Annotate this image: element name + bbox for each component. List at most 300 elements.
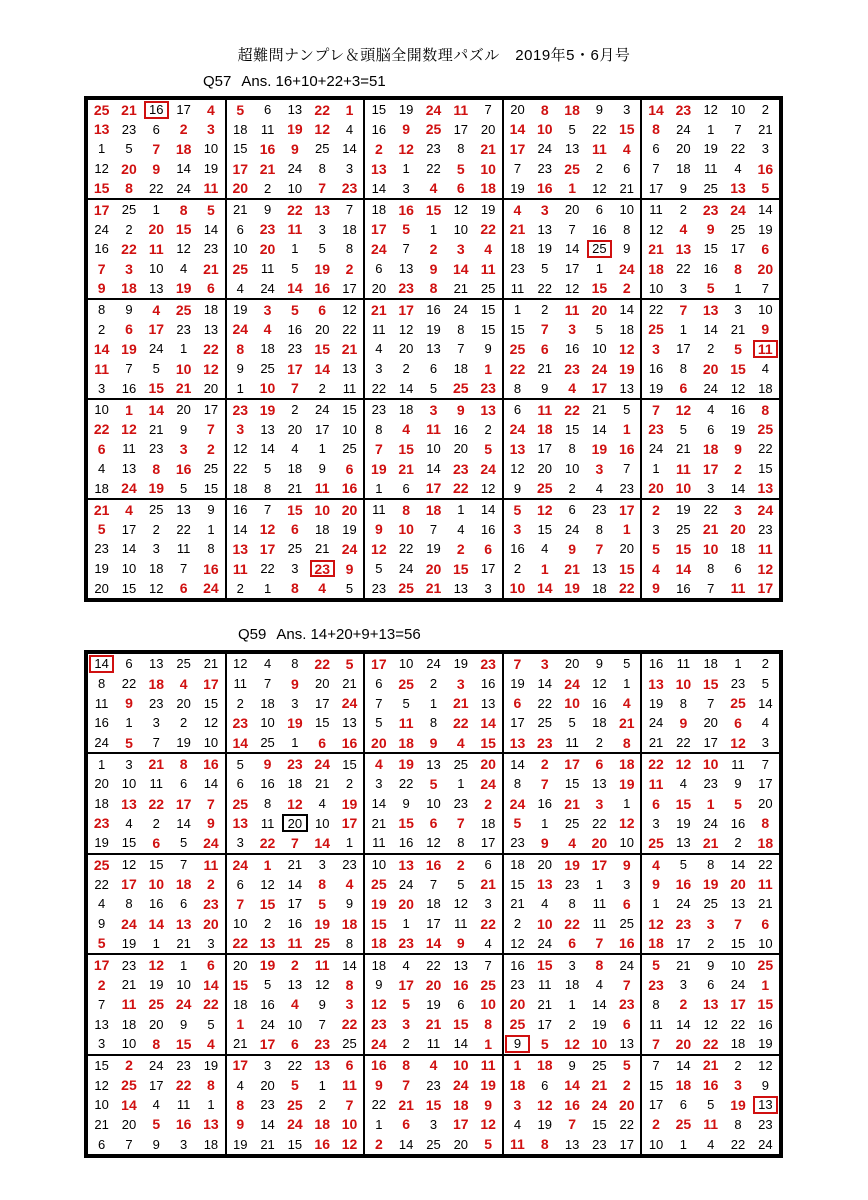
grid-cell: 7 xyxy=(318,180,327,197)
page-title: 超難問ナンプレ＆頭脳全開数理パズル 2019年5・6月号 xyxy=(237,47,631,64)
grid-cell: 5 xyxy=(456,160,465,177)
grid-cell: 2 xyxy=(761,656,769,672)
grid-cell: 18 xyxy=(510,857,525,873)
grid-cell: 8 xyxy=(540,101,549,118)
answer-cell: 13 xyxy=(752,1095,779,1115)
grid-cell: 7 xyxy=(540,321,549,338)
grid-cell: 13 xyxy=(121,795,137,812)
grid-cell: 24 xyxy=(509,795,526,812)
block xyxy=(641,299,780,399)
grid-cell: 23 xyxy=(648,421,664,438)
grid-cell: 1 xyxy=(568,180,576,197)
block xyxy=(226,499,365,599)
grid-cell: 22 xyxy=(426,161,441,177)
grid-cell: 10 xyxy=(730,102,746,118)
grid-cell: 20 xyxy=(398,895,414,912)
grid-cell: 11 xyxy=(94,695,109,711)
grid-cell: 13 xyxy=(232,815,249,832)
grid-cell: 24 xyxy=(314,756,330,773)
grid-cell: 19 xyxy=(287,714,303,731)
block xyxy=(364,854,503,954)
grid-cell: 6 xyxy=(707,421,715,437)
grid-cell: 8 xyxy=(263,480,272,496)
block xyxy=(87,653,226,753)
grid-cell: 5 xyxy=(707,1097,715,1113)
grid-cell: 16 xyxy=(287,321,303,337)
grid-cell: 2 xyxy=(652,501,660,518)
grid-cell: 25 xyxy=(232,260,249,277)
grid-cell: 2 xyxy=(761,102,769,118)
grid-cell: 4 xyxy=(429,1057,438,1074)
grid-cell: 1 xyxy=(125,715,133,731)
grid-cell: 5 xyxy=(429,775,438,792)
grid-cell: 21 xyxy=(149,421,164,437)
grid-cell: 10 xyxy=(675,675,692,692)
grid-cell: 16 xyxy=(564,341,580,357)
grid-cell: 21 xyxy=(425,580,442,597)
grid-cell: 22 xyxy=(453,714,469,731)
grid-cell: 4 xyxy=(179,675,188,692)
grid-cell: 23 xyxy=(675,915,692,932)
grid-cell: 11 xyxy=(510,1136,525,1153)
grid-cell: 12 xyxy=(675,756,692,773)
grid-cell: 10 xyxy=(564,695,580,712)
answer-cell: 9 xyxy=(504,1034,531,1054)
grid-cell: 4 xyxy=(402,957,410,973)
grid-cell: 10 xyxy=(149,261,164,277)
grid-cell: 22 xyxy=(564,915,580,932)
grid-cell: 4 xyxy=(761,715,769,731)
grid-cell: 8 xyxy=(152,1035,161,1052)
grid-cell: 20 xyxy=(121,160,137,177)
grid-cell: 22 xyxy=(453,480,469,497)
grid-cell: 22 xyxy=(648,302,664,318)
grid-cell: 21 xyxy=(260,1136,275,1152)
grid-cell: 10 xyxy=(564,461,580,477)
grid-cell: 9 xyxy=(484,341,492,357)
grid-cell: 20 xyxy=(537,857,552,873)
grid-cell: 12 xyxy=(564,280,580,296)
grid-cell: 18 xyxy=(509,1077,526,1094)
grid-cell: 11 xyxy=(94,360,110,377)
grid-cell: 23 xyxy=(453,796,469,812)
grid-cell: 4 xyxy=(652,560,660,577)
grid-cell: 20 xyxy=(591,301,608,318)
grid-cell: 20 xyxy=(730,876,746,893)
grid-cell: 23 xyxy=(480,655,496,672)
grid-cell: 2 xyxy=(402,1036,410,1052)
grid-cell: 6 xyxy=(375,261,383,277)
grid-cell: 25 xyxy=(480,280,496,296)
grid-cell: 24 xyxy=(371,240,387,257)
grid-cell: 16 xyxy=(453,976,469,993)
grid-cell: 14 xyxy=(536,580,553,597)
grid-cell: 8 xyxy=(457,835,465,851)
grid-cell: 13 xyxy=(342,715,357,731)
grid-cell: 22 xyxy=(398,776,414,792)
grid-cell: 17 xyxy=(480,561,496,577)
grid-cell: 23 xyxy=(94,541,109,557)
grid-cell: 19 xyxy=(175,280,192,297)
grid-cell: 13 xyxy=(426,341,441,357)
block xyxy=(364,954,503,1054)
grid-cell: 16 xyxy=(175,460,192,477)
grid-cell: 15 xyxy=(757,996,774,1013)
grid-cell: 13 xyxy=(480,401,496,418)
grid-cell: 25 xyxy=(564,815,580,831)
grid-cell: 16 xyxy=(260,996,275,1012)
grid-cell: 3 xyxy=(761,141,769,157)
grid-cell: 3 xyxy=(429,1116,438,1132)
block xyxy=(87,99,226,199)
grid-cell: 16 xyxy=(371,121,387,137)
grid-cell: 11 xyxy=(565,735,579,751)
grid-cell: 4 xyxy=(125,815,133,831)
grid-cell: 25 xyxy=(509,1016,526,1033)
grid-cell: 5 xyxy=(484,440,493,457)
grid-cell: 22 xyxy=(203,340,219,357)
grid-cell: 19 xyxy=(510,180,525,196)
grid-cell: 14 xyxy=(758,695,773,711)
grid-cell: 12 xyxy=(398,321,414,337)
grid-cell: 7 xyxy=(345,1096,354,1113)
grid-cell: 8 xyxy=(761,401,770,418)
grid-cell: 1 xyxy=(568,996,576,1012)
grid-cell: 21 xyxy=(564,560,580,577)
grid-cell: 22 xyxy=(758,441,773,457)
grid-cell: 3 xyxy=(345,161,354,177)
grid-cell: 1 xyxy=(513,302,522,318)
grid-cell: 4 xyxy=(236,1077,244,1093)
grid-cell: 23 xyxy=(371,402,387,418)
grid-cell: 21 xyxy=(702,834,719,851)
grid-cell: 6 xyxy=(541,1077,549,1093)
grid-cell: 12 xyxy=(730,380,746,396)
grid-cell: 4 xyxy=(541,896,549,912)
block xyxy=(87,499,226,599)
grid-cell: 3 xyxy=(375,776,383,792)
grid-cell: 23 xyxy=(619,480,634,496)
puzzle-q57-answer: Ans. 16+10+22+3=51 xyxy=(241,73,386,90)
grid-cell: 1 xyxy=(652,896,660,912)
grid-cell: 22 xyxy=(509,360,526,377)
grid-cell: 18 xyxy=(453,1096,469,1113)
grid-cell: 23 xyxy=(232,714,249,731)
grid-cell: 5 xyxy=(97,935,106,952)
grid-cell: 17 xyxy=(648,180,664,196)
grid-cell: 23 xyxy=(203,241,219,257)
grid-cell: 5 xyxy=(540,1035,549,1052)
grid-cell: 8 xyxy=(652,121,660,138)
grid-cell: 3 xyxy=(734,302,742,318)
block xyxy=(641,99,780,199)
grid-cell: 14 xyxy=(510,756,525,772)
grid-cell: 20 xyxy=(591,834,608,851)
grid-cell: 10 xyxy=(536,915,553,932)
grid-cell: 9 xyxy=(179,421,188,437)
grid-cell: 9 xyxy=(429,260,438,277)
grid-cell: 17 xyxy=(730,241,746,257)
grid-cell: 2 xyxy=(236,580,244,596)
grid-cell: 1 xyxy=(623,796,631,812)
grid-cell: 14 xyxy=(398,1136,414,1152)
grid-cell: 11 xyxy=(676,656,691,672)
grid-cell: 23 xyxy=(203,895,219,912)
grid-cell: 17 xyxy=(537,441,552,457)
grid-cell: 23 xyxy=(510,977,525,993)
grid-cell: 23 xyxy=(564,360,580,377)
grid-cell: 14 xyxy=(203,776,219,792)
grid-cell: 24 xyxy=(426,656,441,672)
grid-cell: 11 xyxy=(703,161,718,177)
grid-cell: 23 xyxy=(287,341,303,357)
grid-cell: 10 xyxy=(480,996,496,1013)
grid-cell: 3 xyxy=(98,1036,106,1052)
grid-cell: 11 xyxy=(233,676,247,691)
grid-cell: 2 xyxy=(318,380,326,396)
block xyxy=(87,1055,226,1155)
grid-cell: 7 xyxy=(568,221,576,237)
grid-cell: 7 xyxy=(207,795,215,812)
grid-cell: 2 xyxy=(456,856,465,873)
grid-cell: 5 xyxy=(207,201,215,218)
grid-cell: 18 xyxy=(148,675,165,692)
grid-cell: 9 xyxy=(318,461,326,477)
grid-cell: 11 xyxy=(342,380,357,396)
grid-cell: 22 xyxy=(480,221,496,238)
grid-cell: 18 xyxy=(341,915,358,932)
grid-cell: 23 xyxy=(564,876,580,892)
grid-cell: 22 xyxy=(703,502,718,518)
grid-cell: 6 xyxy=(236,776,244,792)
grid-cell: 16 xyxy=(314,1136,330,1153)
grid-cell: 1 xyxy=(429,695,438,711)
grid-cell: 15 xyxy=(314,715,330,731)
grid-cell: 6 xyxy=(622,1016,631,1033)
grid-cell: 10 xyxy=(426,796,441,812)
grid-cell: 25 xyxy=(536,480,553,497)
grid-cell: 11 xyxy=(232,560,248,577)
grid-cell: 23 xyxy=(426,1077,441,1093)
grid-cell: 2 xyxy=(345,776,354,792)
grid-cell: 11 xyxy=(260,261,275,277)
grid-cell: 21 xyxy=(94,1116,109,1132)
grid-cell: 23 xyxy=(537,161,552,177)
grid-cell: 23 xyxy=(398,280,414,297)
grid-cell: 15 xyxy=(510,876,525,892)
grid-cell: 18 xyxy=(648,935,664,952)
grid-cell: 9 xyxy=(152,160,161,177)
grid-cell: 24 xyxy=(94,221,109,237)
grid-cell: 17 xyxy=(259,1035,276,1052)
grid-cell: 2 xyxy=(152,815,160,831)
grid-cell: 3 xyxy=(291,561,299,577)
grid-cell: 10 xyxy=(260,715,275,731)
grid-cell: 6 xyxy=(622,895,631,912)
grid-cell: 22 xyxy=(730,141,746,157)
grid-cell: 6 xyxy=(345,1057,354,1074)
grid-cell: 16 xyxy=(592,221,607,237)
grid-cell: 19 xyxy=(537,241,552,257)
grid-cell: 17 xyxy=(287,360,303,377)
grid-cell: 8 xyxy=(429,280,438,297)
grid-cell: 10 xyxy=(175,360,192,377)
grid-cell: 3 xyxy=(429,401,438,418)
grid-cell: 15 xyxy=(425,201,442,218)
grid-cell: 7 xyxy=(290,834,299,851)
grid-cell: 14 xyxy=(371,796,387,812)
grid-cell: 15 xyxy=(592,1116,607,1132)
grid-cell: 2 xyxy=(679,202,687,218)
grid-cell: 7 xyxy=(734,915,742,932)
grid-cell: 8 xyxy=(623,221,631,237)
grid-cell: 21 xyxy=(591,1077,608,1094)
grid-cell: 17 xyxy=(121,876,137,893)
grid-cell: 2 xyxy=(290,957,299,974)
grid-cell: 12 xyxy=(618,815,635,832)
grid-cell: 13 xyxy=(676,835,691,851)
grid-cell: 17 xyxy=(453,121,469,137)
grid-cell: 24 xyxy=(703,815,718,831)
grid-cell: 11 xyxy=(176,541,191,557)
grid-cell: 8 xyxy=(345,976,354,993)
grid-cell: 23 xyxy=(758,1116,773,1132)
grid-cell: 15 xyxy=(287,501,303,518)
grid-cell: 11 xyxy=(454,916,468,932)
grid-cell: 21 xyxy=(121,977,137,993)
answer-cell: 14 xyxy=(88,654,115,674)
grid-cell: 12 xyxy=(426,835,441,851)
grid-cell: 9 xyxy=(623,241,631,257)
grid-cell: 17 xyxy=(676,341,691,357)
grid-cell: 1 xyxy=(652,461,660,477)
grid-cell: 16 xyxy=(233,502,248,518)
grid-cell: 16 xyxy=(730,402,746,418)
grid-cell: 3 xyxy=(652,521,660,537)
grid-cell: 13 xyxy=(93,121,110,138)
grid-cell: 5 xyxy=(652,957,660,974)
grid-cell: 19 xyxy=(94,561,109,577)
grid-cell: 2 xyxy=(540,756,549,773)
grid-cell: 12 xyxy=(618,340,635,357)
grid-cell: 4 xyxy=(707,1136,715,1152)
grid-cell: 12 xyxy=(121,857,137,873)
grid-cell: 18 xyxy=(371,957,387,973)
grid-cell: 17 xyxy=(93,201,110,218)
grid-cell: 19 xyxy=(758,221,773,237)
grid-cell: 5 xyxy=(97,521,106,538)
grid-cell: 5 xyxy=(652,540,660,557)
grid-cell: 6 xyxy=(679,380,688,397)
grid-cell: 9 xyxy=(540,834,549,851)
grid-cell: 9 xyxy=(541,380,549,396)
grid-cell: 15 xyxy=(510,321,525,337)
grid-cell: 5 xyxy=(290,1077,299,1094)
grid-cell: 18 xyxy=(260,341,275,357)
grid-cell: 20 xyxy=(648,480,664,497)
grid-cell: 22 xyxy=(371,1097,387,1113)
grid-cell: 10 xyxy=(453,1057,469,1074)
grid-cell: 3 xyxy=(652,815,660,831)
grid-cell: 4 xyxy=(291,441,299,457)
grid-cell: 17 xyxy=(676,935,691,951)
grid-cell: 8 xyxy=(318,161,326,177)
grid-cell: 2 xyxy=(345,260,354,277)
grid-cell: 19 xyxy=(342,521,357,537)
grid-cell: 6 xyxy=(375,676,383,691)
grid-cell: 3 xyxy=(207,121,215,138)
grid-cell: 22 xyxy=(287,201,303,218)
grid-cell: 18 xyxy=(592,715,607,731)
grid-cell: 23 xyxy=(259,221,276,238)
grid-cell: 5 xyxy=(623,656,631,672)
grid-cell: 16 xyxy=(564,1096,580,1113)
grid-cell: 22 xyxy=(260,561,275,577)
grid-cell: 24 xyxy=(175,996,192,1013)
grid-cell: 2 xyxy=(152,521,160,537)
grid-cell: 19 xyxy=(703,141,718,157)
grid-cell: 22 xyxy=(618,580,635,597)
grid-cell: 10 xyxy=(259,380,276,397)
grid-cell: 3 xyxy=(152,541,160,557)
grid-cell: 16 xyxy=(536,180,553,197)
grid-cell: 18 xyxy=(233,996,248,1012)
grid-cell: 9 xyxy=(207,815,215,832)
grid-cell: 8 xyxy=(402,501,411,518)
grid-cell: 14 xyxy=(425,935,442,952)
grid-cell: 15 xyxy=(536,957,553,974)
grid-cell: 9 xyxy=(456,935,465,952)
grid-cell: 24 xyxy=(453,1077,469,1094)
block xyxy=(226,199,365,299)
grid-cell: 15 xyxy=(758,461,773,477)
grid-cell: 24 xyxy=(618,260,635,277)
grid-cell: 3 xyxy=(706,915,715,932)
grid-cell: 11 xyxy=(121,996,137,1013)
grid-cell: 6 xyxy=(152,834,161,851)
grid-cell: 15 xyxy=(618,121,635,138)
grid-cell: 2 xyxy=(125,1057,133,1074)
grid-cell: 21 xyxy=(676,957,691,973)
grid-cell: 14 xyxy=(121,1096,137,1113)
grid-cell: 22 xyxy=(149,180,164,196)
grid-cell: 2 xyxy=(179,715,188,731)
grid-cell: 2 xyxy=(291,402,299,418)
grid-cell: 17 xyxy=(591,380,608,397)
grid-cell: 11 xyxy=(426,1036,441,1052)
grid-cell: 16 xyxy=(702,1077,719,1094)
grid-cell: 20 xyxy=(758,796,773,812)
grid-cell: 24 xyxy=(537,141,552,157)
grid-cell: 9 xyxy=(290,140,299,157)
block xyxy=(364,499,503,599)
grid-cell: 7 xyxy=(374,440,383,457)
grid-cell: 22 xyxy=(371,380,387,396)
grid-cell: 24 xyxy=(314,402,330,418)
block xyxy=(641,753,780,853)
grid-cell: 4 xyxy=(207,101,215,118)
grid-cell: 13 xyxy=(537,221,552,237)
grid-cell: 18 xyxy=(453,361,469,377)
grid-cell: 7 xyxy=(429,521,438,537)
grid-cell: 5 xyxy=(291,261,299,277)
grid-cell: 20 xyxy=(232,180,249,197)
grid-cell: 17 xyxy=(425,480,442,497)
grid-cell: 3 xyxy=(179,440,188,457)
grid-cell: 3 xyxy=(318,857,326,873)
block xyxy=(226,753,365,853)
grid-cell: 3 xyxy=(540,201,549,218)
